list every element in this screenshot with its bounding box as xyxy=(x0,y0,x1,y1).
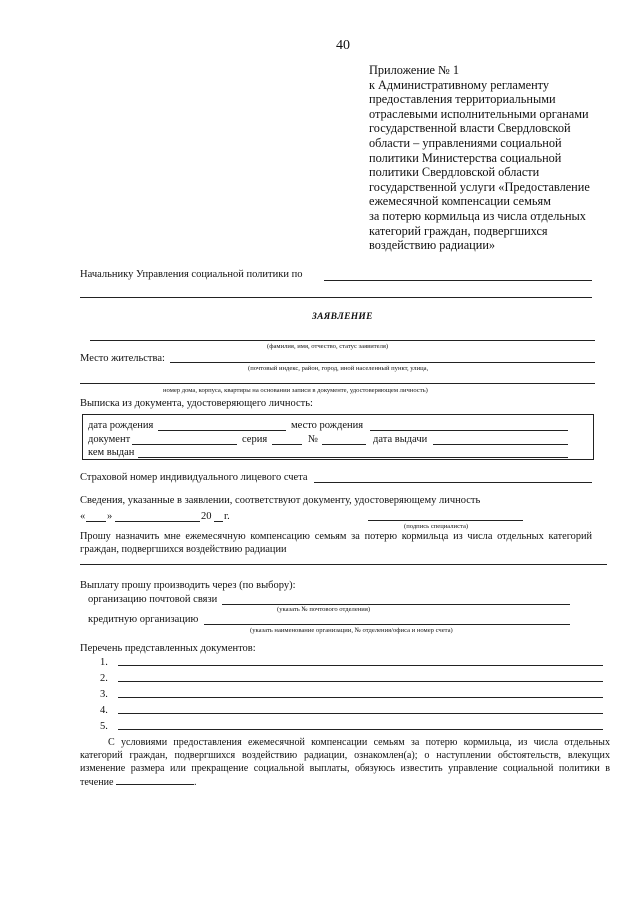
notice-paragraph xyxy=(80,737,610,790)
appendix-line: политики Министерства социальной xyxy=(369,150,562,165)
series-field[interactable] xyxy=(272,444,302,445)
year-suffix: г. xyxy=(224,511,230,522)
appendix-line: государственной услуги «Предоставление xyxy=(369,179,590,194)
appendix-header xyxy=(369,63,629,253)
applicant-name-field[interactable] xyxy=(90,340,595,341)
notice-end: . xyxy=(194,777,197,789)
residence-field[interactable] xyxy=(170,362,595,363)
credit-hint: (указать наименование организации, № отделения/офиса и номер счета) xyxy=(250,627,453,634)
credit-field[interactable] xyxy=(204,624,570,625)
birth-place-label: место рождения xyxy=(291,420,364,431)
day-field[interactable] xyxy=(86,521,106,522)
notice-text: С условиями предоставления ежемесячной компенсации семьям за потерю кормильца, из числа отдельных категорий граждан, подвергшихся воздействию радиации, ознакомлен(а); о наступлении обстоятельств, влекущих изменение размера или прекращение социальной выплаты, обязуюсь известить управление социальной политики в течение xyxy=(80,737,610,789)
applicant-hint: (фамилия, имя, отчество, статус заявителя) xyxy=(267,343,389,350)
residence-label: Место жительства: xyxy=(80,353,165,364)
id-extract-label: Выписка из документа, удостоверяющего личность: xyxy=(80,398,313,409)
document-title: ЗАЯВЛЕНИЕ xyxy=(312,312,373,322)
date-open: « xyxy=(80,511,86,522)
appendix-line: государственной власти Свердловской xyxy=(369,121,571,136)
issue-date-label: дата выдачи xyxy=(373,434,428,445)
docs-label: Перечень представленных документов: xyxy=(80,643,256,654)
doc-field[interactable] xyxy=(118,665,603,666)
doc-field[interactable] xyxy=(118,729,603,730)
issued-by-field[interactable] xyxy=(138,457,568,458)
date-close: » xyxy=(107,511,113,522)
appendix-line: предоставления территориальными xyxy=(369,92,556,107)
doc-number: 1. xyxy=(100,657,108,668)
appendix-line: к Административному регламенту xyxy=(369,77,550,92)
page-number: 40 xyxy=(336,38,350,53)
request-field[interactable] xyxy=(80,564,607,565)
addressee-label: Начальнику Управления социальной политики по xyxy=(80,269,303,280)
birth-date-field[interactable] xyxy=(158,430,286,431)
number-label: № xyxy=(308,434,319,445)
payment-label: Выплату прошу производить через (по выбору): xyxy=(80,580,296,591)
doc-field[interactable] xyxy=(118,713,603,714)
doc-number: 2. xyxy=(100,673,108,684)
appendix-line: ежемесячной компенсации семьям xyxy=(369,194,551,209)
addressee-field[interactable] xyxy=(324,280,592,281)
residence-field-2[interactable] xyxy=(80,383,595,384)
appendix-line: за потерю кормильца из числа отдельных xyxy=(369,208,586,223)
doc-number: 4. xyxy=(100,705,108,716)
doc-number: 3. xyxy=(100,689,108,700)
appendix-line: Приложение № 1 xyxy=(369,63,460,77)
signature-field[interactable] xyxy=(368,520,523,521)
appendix-line: отраслевыми исполнительными органами xyxy=(369,106,589,121)
postal-label: организацию почтовой связи xyxy=(88,594,218,605)
signature-hint: (подпись специалиста) xyxy=(404,523,469,530)
postal-hint: (указать № почтового отделения) xyxy=(277,606,371,613)
birth-place-field[interactable] xyxy=(370,430,568,431)
document-label: документ xyxy=(88,434,131,445)
year-prefix: 20 xyxy=(201,511,212,522)
series-label: серия xyxy=(242,434,268,445)
request-text: Прошу назначить мне ежемесячную компенсацию семьям за потерю кормильца из числа отдельных категорий граждан, подвергшихся воздействию радиации xyxy=(80,531,592,555)
snils-label: Страховой номер индивидуального лицевого счета xyxy=(80,472,308,483)
appendix-line: политики Свердловской области xyxy=(369,165,540,180)
verify-text: Сведения, указанные в заявлении, соответствуют документу, удостоверяющему личность xyxy=(80,495,481,506)
number-field[interactable] xyxy=(322,444,366,445)
appendix-line: воздействию радиации» xyxy=(369,238,496,253)
residence-hint: (почтовый индекс, район, город, иной населенный пункт, улица, xyxy=(248,365,429,372)
postal-field[interactable] xyxy=(222,604,570,605)
appendix-line: области – управлениями социальной xyxy=(369,135,562,150)
notice-period-field[interactable] xyxy=(116,775,194,785)
issued-by-label: кем выдан xyxy=(88,447,135,458)
snils-field[interactable] xyxy=(314,482,592,483)
issue-date-field[interactable] xyxy=(433,444,568,445)
residence-hint-2: номер дома, корпуса, квартиры на основании записи в документе, удостоверяющем личность) xyxy=(163,387,428,394)
doc-field[interactable] xyxy=(118,697,603,698)
credit-label: кредитную организацию xyxy=(88,614,199,625)
doc-field[interactable] xyxy=(118,681,603,682)
month-field[interactable] xyxy=(115,521,200,522)
document-field[interactable] xyxy=(132,444,237,445)
addressee-field-2[interactable] xyxy=(80,297,592,298)
appendix-line: категорий граждан, подвергшихся xyxy=(369,223,548,238)
birth-date-label: дата рождения xyxy=(88,420,154,431)
doc-number: 5. xyxy=(100,721,108,732)
year-field[interactable] xyxy=(214,521,223,522)
